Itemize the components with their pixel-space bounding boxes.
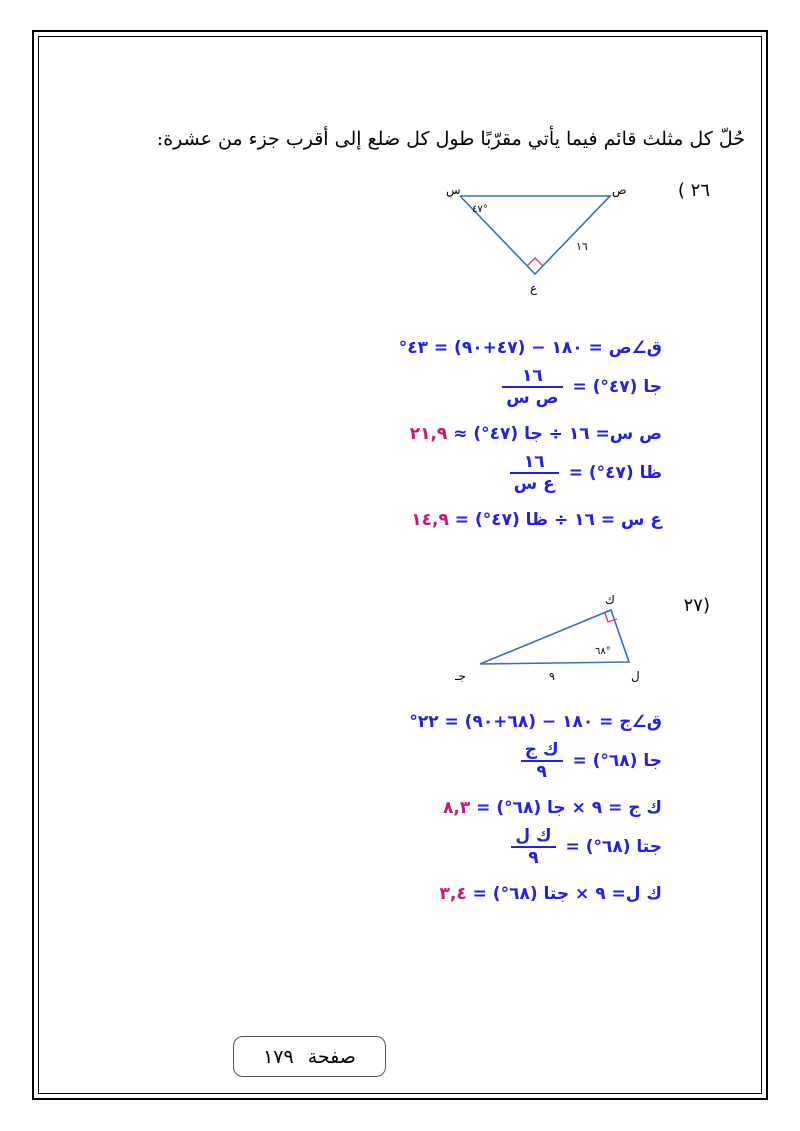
page-border-inner — [38, 36, 762, 1094]
triangle-27-figure — [455, 590, 645, 685]
p27-line2-left: جا (٦٨°) = — [572, 751, 662, 771]
p27-fraction2 — [511, 826, 555, 868]
p26-line5 — [411, 510, 662, 530]
p26-line2-left: جا (٤٧°) = — [572, 377, 662, 397]
p26-frac2-den: ع س — [513, 474, 555, 494]
p27-line4-left: جتا (٦٨°) = — [565, 837, 662, 857]
p26-line1: ق∠ص = ١٨٠ − (٤٧+٩٠) = ٤٣° — [398, 338, 662, 358]
p27-line5-val: ٣,٤ — [439, 884, 467, 904]
label-l: ل — [631, 669, 640, 683]
p27-line5 — [440, 884, 663, 904]
label-s: س — [446, 183, 461, 197]
p26-line5-pre: ع س = ١٦ ÷ ظا (٤٧°) = — [454, 510, 662, 530]
p27-frac2-den: ٩ — [528, 848, 539, 868]
page-label: صفحة — [307, 1045, 356, 1068]
p27-frac1-num: ك ج — [521, 740, 563, 762]
problem-27-number: (٢٧ — [683, 595, 710, 616]
p26-frac1-den: ص س — [506, 388, 559, 408]
p26-line2 — [498, 366, 662, 408]
p27-line3-pre: ك ج = ٩ × جا (٦٨°) = — [476, 798, 662, 818]
page-number-box — [233, 1036, 386, 1077]
p27-line3-val: ٨,٣ — [443, 798, 471, 818]
p27-line2 — [517, 740, 662, 782]
p26-line3 — [410, 424, 662, 444]
p27-line3 — [443, 798, 662, 818]
angle-47-label: ٤٧° — [472, 204, 488, 215]
p27-frac1-den: ٩ — [536, 762, 547, 782]
p26-fraction1 — [502, 366, 562, 408]
angle-68-label: ٦٨° — [595, 646, 611, 657]
p27-line4 — [507, 826, 662, 868]
instruction-text: حُلّ كل مثلث قائم فيما يأتي مقرّبًا طول كل ضلع إلى أقرب جزء من عشرة: — [156, 128, 745, 150]
side-16-label: ١٦ — [576, 240, 588, 253]
p27-fraction1 — [521, 740, 563, 782]
label-j: جـ — [455, 669, 466, 683]
p26-fraction2 — [510, 452, 559, 494]
label-k: ك — [605, 593, 615, 607]
p26-frac1-num: ١٦ — [502, 366, 562, 388]
p27-line1: ق∠ج = ١٨٠ − (٦٨+٩٠) = ٢٢° — [409, 712, 662, 732]
side-9-label: ٩ — [549, 670, 555, 683]
p26-line4-left: ظا (٤٧°) = — [568, 463, 662, 483]
label-a: ع — [530, 281, 538, 295]
p27-frac2-num: ك ل — [511, 826, 555, 848]
page-number: ١٧٩ — [263, 1045, 294, 1068]
p26-line3-val: ٢١,٩ — [409, 424, 448, 444]
p27-line5-pre: ك ل= ٩ × جتا (٦٨°) = — [472, 884, 662, 904]
triangle-26-figure — [440, 180, 630, 300]
p26-line4 — [506, 452, 662, 494]
p26-line3-pre: ص س= ١٦ ÷ جا (٤٧°) ≈ — [453, 424, 662, 444]
p26-line5-val: ١٤,٩ — [411, 510, 449, 530]
problem-26-number: ٢٦ ) — [677, 180, 710, 201]
p26-frac2-num: ١٦ — [510, 452, 559, 474]
label-p: ص — [612, 183, 627, 197]
